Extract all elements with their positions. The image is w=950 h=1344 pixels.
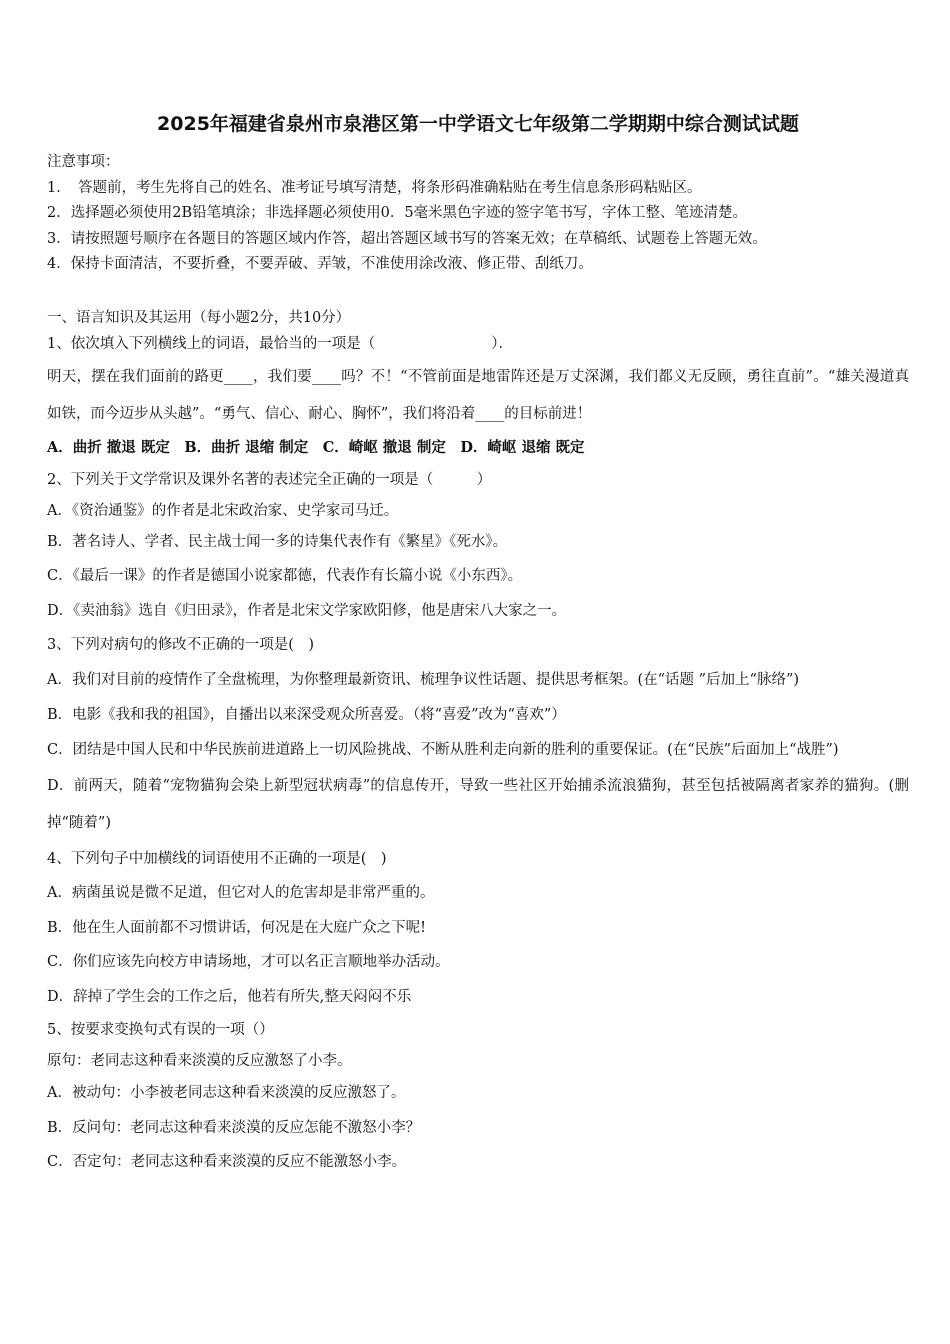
- option-d: D．《卖油翁》选自《归田录》，作者是北宋文学家欧阳修，他是唐宋八大家之一。: [47, 602, 567, 619]
- question-stem: 4、下列句子中加横线的词语使用不正确的一项是( ): [47, 851, 387, 867]
- option-c: C．你们应该先向校方申请场地，才可以名正言顺地举办活动。: [47, 954, 450, 970]
- original-sentence: 原句：老同志这种看来淡漠的反应激怒了小李。: [47, 1053, 352, 1069]
- question-passage: 明天，摆在我们面前的路更____，我们要____吗？不！“不管前面是地雷阵还是万丈深渊，我们都义无反顾，勇往直前”。“雄关漫道真如铁，而今迈步从头越”。“勇气、信心、耐心、胸怀”，我们将沿着____的目标前进！: [47, 368, 909, 422]
- option-b: B．电影《我和我的祖国》，自播出以来深受观众所喜爱。（将“喜爱”改为“喜欢”）: [47, 707, 566, 723]
- question-stem: 1、依次填入下列横线上的词语，最恰当的一项是（ ）．: [47, 335, 513, 352]
- question-2: [47, 463, 909, 629]
- option-a: A．《资治通鉴》的作者是北宋政治家、史学家司马迁。: [47, 502, 399, 519]
- option-b: B．他在生人面前都不习惯讲话，何况是在大庭广众之下呢!: [47, 919, 426, 936]
- notice-item: 1． 答题前，考生先将自己的姓名、准考证号填写清楚，将条形码准确粘贴在考生信息条形码粘贴区。: [47, 179, 702, 196]
- question-stem: 5、按要求变换句式有误的一项（）: [47, 1022, 274, 1038]
- option-d: D．辞掉了学生会的工作之后，他若有所失,整天闷闷不乐: [47, 988, 412, 1005]
- option-c: C．团结是中国人民和中华民族前进道路上一切风险挑战、不断从胜利走向新的胜利的重要保证。(在“民族”后面加上“战胜”): [47, 742, 839, 758]
- notice-heading: 注意事项：: [47, 154, 120, 170]
- option-a: A．我们对目前的疫情作了全盘梳理，为你整理最新资讯、梳理争议性话题、提供思考框架。(在“话题 ”后加上“脉络”): [47, 672, 800, 688]
- option-d: D．前两天，随着“宠物猫狗会染上新型冠状病毒”的信息传开，导致一些社区开始捕杀流浪猫狗，甚至包括被隔离者家养的猫狗。(删掉“随着”): [47, 778, 909, 831]
- section-heading: 一、语言知识及其运用（每小题2分，共10分）: [47, 309, 351, 326]
- question-stem: 2、下列关于文学常识及课外名著的表述完全正确的一项是（ ）: [47, 471, 492, 488]
- question-4: [47, 842, 909, 1014]
- exam-title: 2025年福建省泉州市泉港区第一中学语文七年级第二学期期中综合测试试题: [157, 113, 799, 135]
- question-1: [47, 331, 909, 463]
- option-a: A．被动句：小李被老同志这种看来淡漠的反应激怒了。: [47, 1085, 406, 1101]
- option-c: C．《最后一课》的作者是德国小说家都德，代表作有长篇小说《小东西》。: [47, 568, 523, 584]
- option-b: B．反问句：老同志这种看来淡漠的反应怎能不激怒小李？: [47, 1119, 421, 1136]
- notice-item: 4．保持卡面清洁，不要折叠，不要弄破、弄皱，不准使用涂改液、修正带、刮纸刀。: [47, 256, 593, 272]
- exam-page: [47, 110, 909, 1180]
- option-a: A．病菌虽说是微不足道，但它对人的危害却是非常严重的。: [47, 885, 435, 901]
- option-b: B．著名诗人、学者、民主战士闻一多的诗集代表作有《繁星》《死水》。: [47, 533, 508, 550]
- question-5: [47, 1014, 909, 1180]
- question-3: [47, 628, 909, 842]
- notice-block: [47, 150, 909, 278]
- notice-item: 2．选择题必须使用2B铅笔填涂；非选择题必须使用0．5毫米黑色字迹的签字笔书写，字体工整、笔迹清楚。: [47, 205, 748, 221]
- option-c: C．否定句：老同志这种看来淡漠的反应不能激怒小李。: [47, 1154, 407, 1170]
- question-options: A．曲折 撤退 既定 B．曲折 退缩 制定 C．崎岖 撤退 制定 D．崎岖 退缩 既定: [47, 438, 585, 456]
- notice-item: 3．请按照题号顺序在各题目的答题区域内作答，超出答题区域书写的答案无效；在草稿纸、试题卷上答题无效。: [47, 230, 767, 247]
- question-stem: 3、下列对病句的修改不正确的一项是( ): [47, 637, 315, 653]
